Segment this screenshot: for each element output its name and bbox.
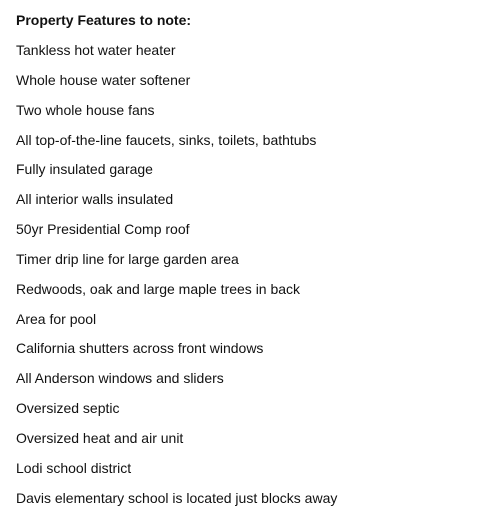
feature-item: Timer drip line for large garden area [16,250,239,267]
feature-item: 50yr Presidential Comp roof [16,221,190,238]
feature-item: Fully insulated garage [16,161,153,178]
feature-item: Two whole house fans [16,101,155,118]
feature-item: Oversized heat and air unit [16,429,184,446]
feature-item: All Anderson windows and sliders [16,370,224,387]
feature-list [16,41,480,507]
feature-item: Whole house water softener [16,71,191,88]
feature-item: Tankless hot water heater [16,42,176,58]
feature-item: Area for pool [16,310,97,327]
feature-item: Redwoods, oak and large maple trees in back [16,280,301,297]
feature-item: All top-of-the-line faucets, sinks, toilets, bathtubs [16,131,317,148]
feature-item: California shutters across front windows [16,340,264,357]
document-heading: Property Features to note: [16,12,192,28]
feature-item: Lodi school district [16,459,132,476]
feature-item: Oversized septic [16,400,120,417]
feature-item: All interior walls insulated [16,191,174,208]
feature-item: Davis elementary school is located just blocks away [16,489,338,506]
